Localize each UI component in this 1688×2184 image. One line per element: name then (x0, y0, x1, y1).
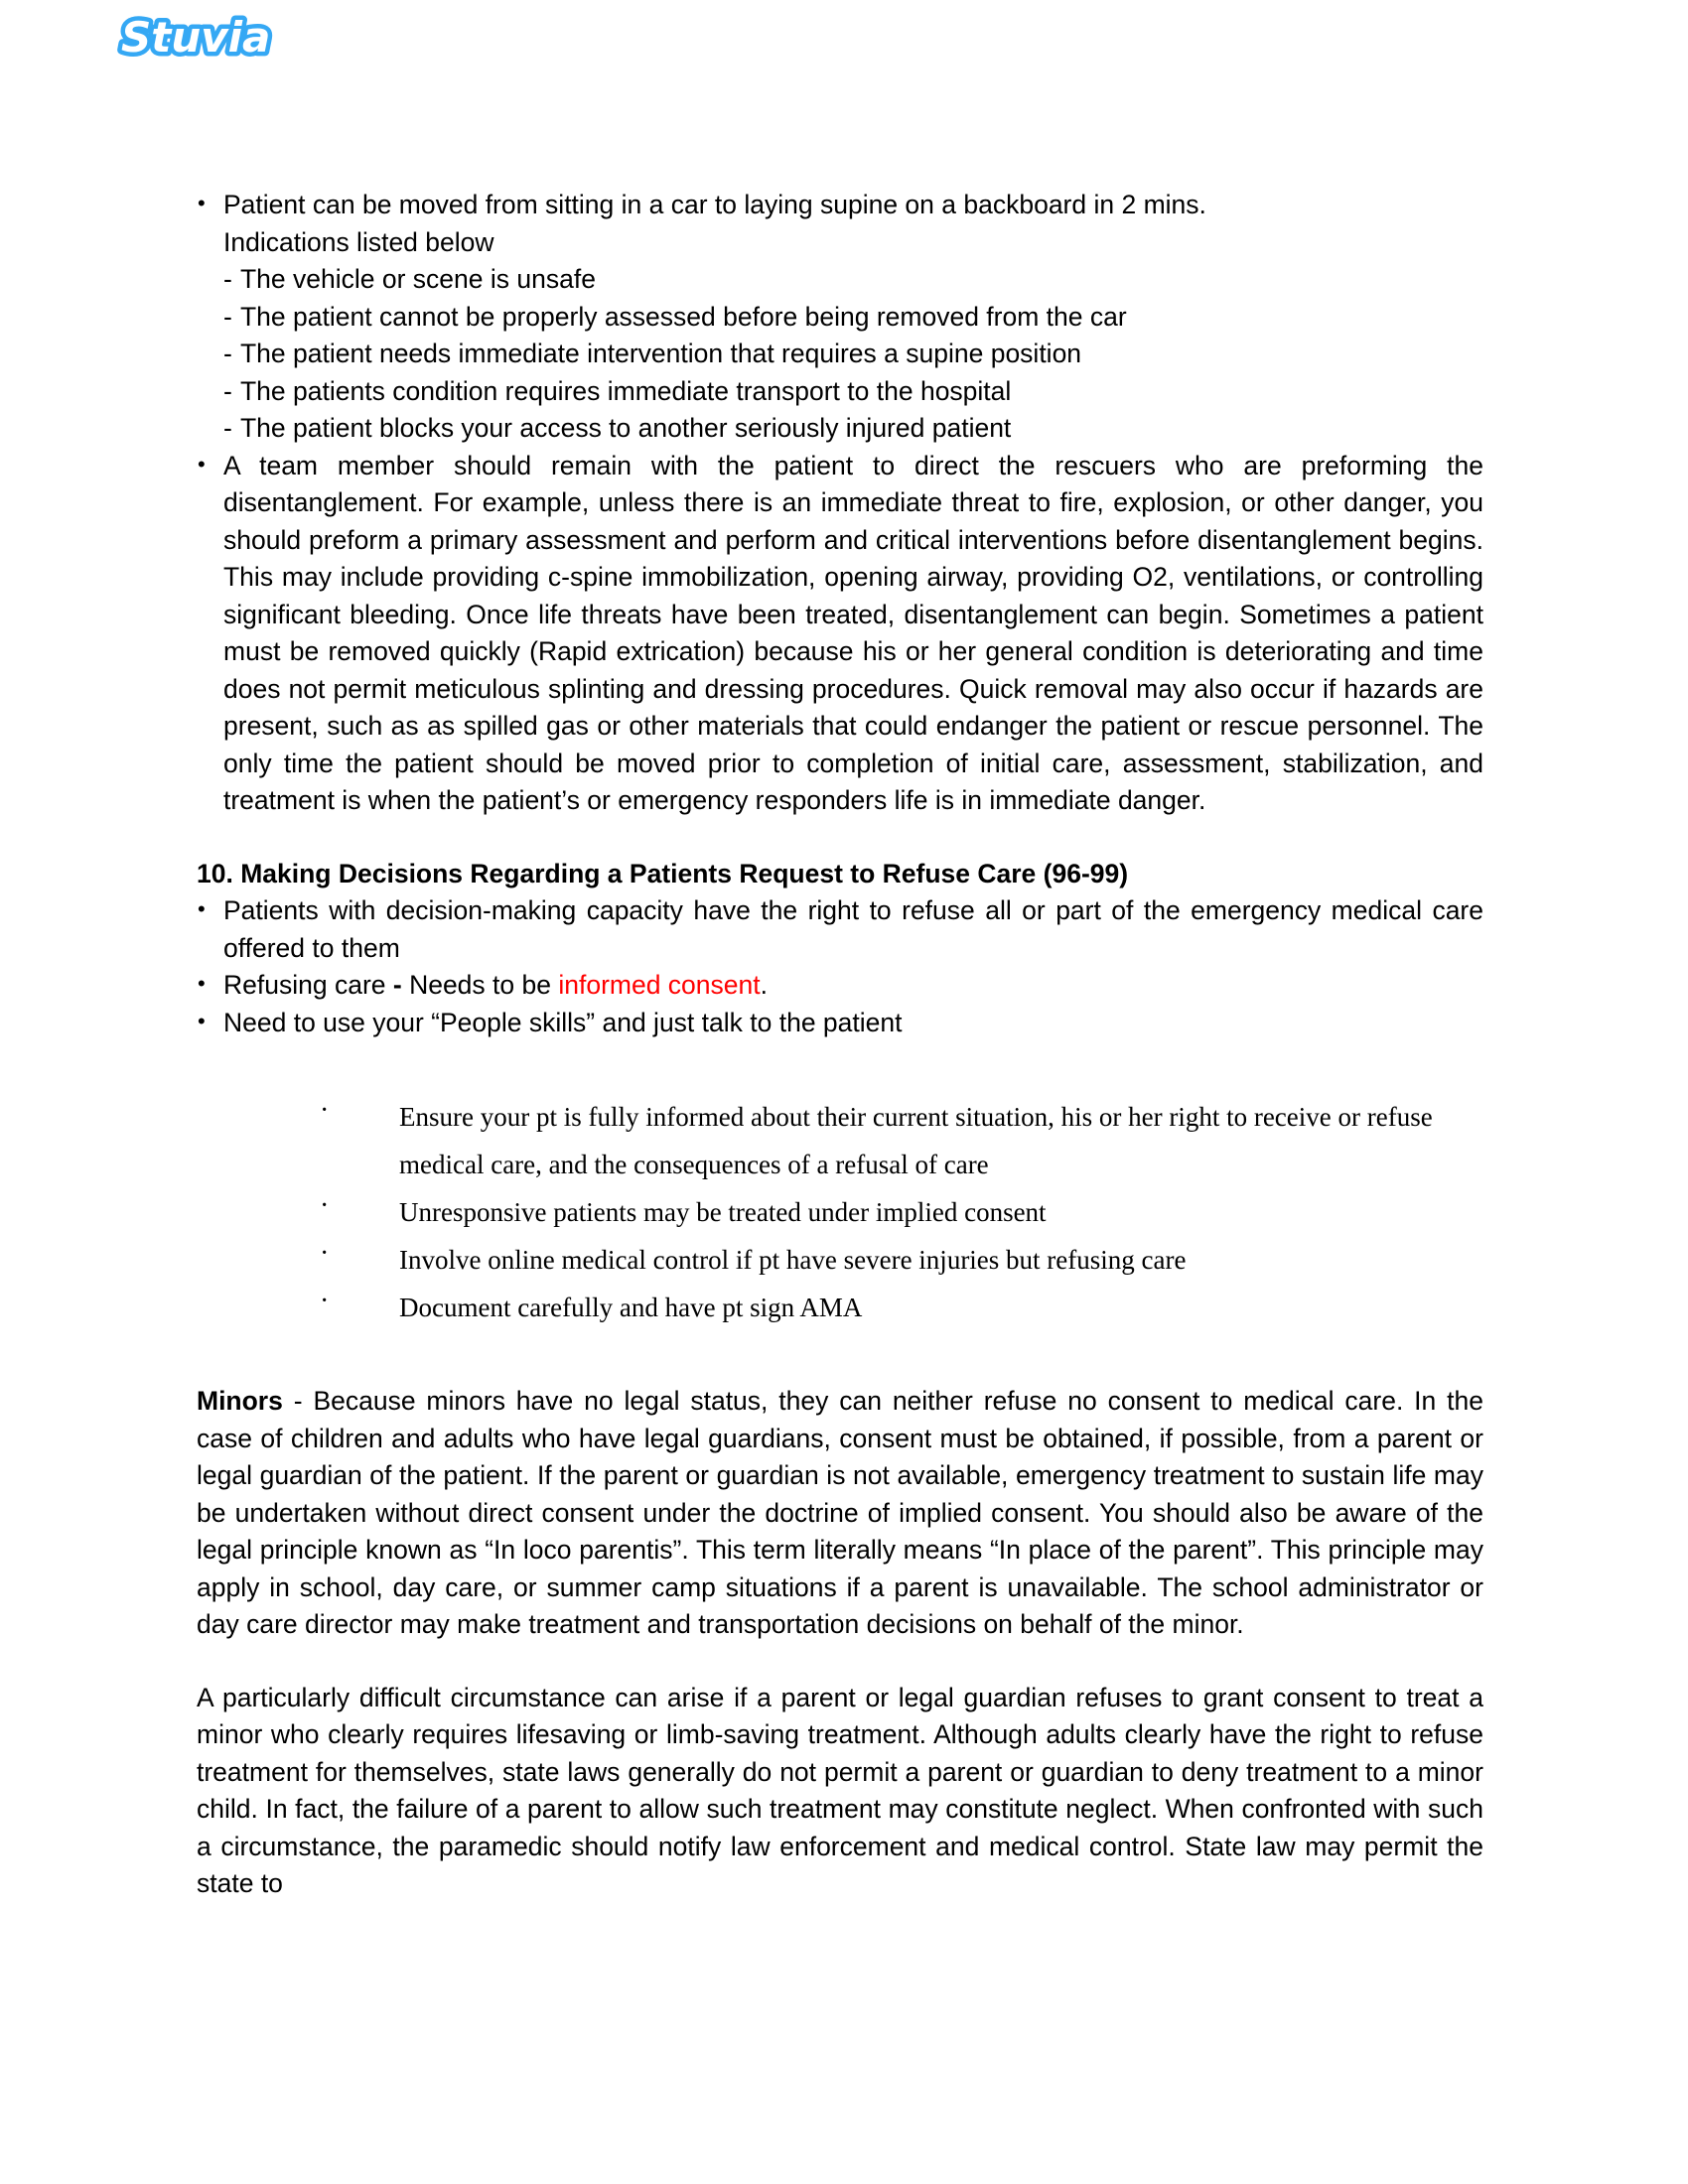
section-10-heading: 10. Making Decisions Regarding a Patients Request to Refuse Care (96-99) (197, 858, 1129, 888)
serif-list-item-text: Unresponsive patients may be treated under implied consent (399, 1197, 1047, 1227)
indication-text: The patient cannot be properly assessed before being removed from the car (240, 301, 1127, 332)
serif-list-item-text: Ensure your pt is fully informed about their current situation, his or her right to receive or refuse medical care, and the consequences of a refusal of care (399, 1102, 1433, 1179)
serif-list-item-text: Document carefully and have pt sign AMA (399, 1293, 863, 1322)
refusing-care-prefix: Refusing care (223, 970, 393, 1000)
stuvia-logo-mark (117, 9, 286, 65)
team-member-bullet-group (197, 448, 1483, 820)
bullet-patient-moved-continuation (197, 224, 1483, 262)
bullet-patient-moved-line2: Indications listed below (223, 226, 494, 257)
indication-text: The patients condition requires immediate transport to the hospital (240, 375, 1012, 406)
minors-dash: - (282, 1386, 314, 1416)
bullet-decision-making-capacity-text: Patients with decision-making capacity have the right to refuse all or part of the emergency medical care offered to them (223, 895, 1483, 963)
bullet-team-member-text: A team member should remain with the patient to direct the rescuers who are preforming the disentanglement. For example, unless there is an immediate threat to fire, explosion, or other danger, you should preform a primary assessment and perform and critical interventions before disentanglement begins. This may include providing c-spine immobilization, opening airway, providing O2, ventilations, or controlling significant bleeding. Once life threats have been treated, disentanglement can begin. Sometimes a patient must be removed quickly (Rapid extrication) because his or her general condition is deteriorating and time does not permit meticulous splinting and dressing procedures. Quick removal may also occur if hazards are present, such as as spilled gas or other materials that could endanger the patient or rescue personnel. The only time the patient should be moved prior to completion of initial care, assessment, stabilization, and treatment is when the patient’s or emergency responders life is in immediate danger. (223, 450, 1483, 815)
minors-paragraph (197, 1383, 1483, 1644)
indications-dash-list (197, 261, 1483, 448)
serif-list-item (316, 1236, 1483, 1284)
spacer (197, 1644, 1483, 1680)
indication-item (197, 373, 1483, 411)
final-paragraph (197, 1680, 1483, 1903)
serif-list-item (316, 1093, 1483, 1188)
final-paragraph-text: A particularly difficult circumstance can arise if a parent or legal guardian refuses to grant consent to treat a minor who clearly requires lifesaving or limb-saving treatment. Although adults clearly have the right to refuse treatment for themselves, state laws generally do not permit a parent or guardian to deny treatment to a minor child. In fact, the failure of a parent to allow such treatment may constitute neglect. When confronted with such a circumstance, the paramedic should notify law enforcement and medical control. State law may permit the state to (197, 1682, 1483, 1898)
indication-text: The vehicle or scene is unsafe (240, 264, 596, 294)
document-content (197, 187, 1483, 1903)
stuvia-logo (117, 6, 286, 68)
refusing-care-dash: - (392, 970, 402, 1000)
serif-list-item (316, 1188, 1483, 1236)
bullet-patient-moved (197, 187, 1483, 224)
informed-consent-highlight: informed consent (558, 970, 761, 1000)
bullet-team-member (197, 448, 1483, 820)
bullet-refusing-care (197, 967, 1483, 1005)
serif-list-item-text: Involve online medical control if pt have severe injuries but refusing care (399, 1245, 1187, 1275)
indication-item (197, 336, 1483, 373)
indication-text: The patient needs immediate intervention that requires a supine position (240, 339, 1082, 368)
refusing-care-mid: Needs to be (401, 970, 559, 1000)
indications-bullet-group (197, 187, 1483, 261)
consent-serif-list (316, 1093, 1483, 1331)
refusing-care-suffix: . (760, 970, 768, 1000)
indication-text: The patient blocks your access to another seriously injured patient (240, 413, 1012, 443)
stuvia-logo-text: Stuvia (121, 13, 271, 62)
minors-body: Because minors have no legal status, they can neither refuse no consent to medical care. In the case of children and adults who have legal guardians, consent must be obtained, if possible, from a parent or legal guardian of the patient. If the parent or guardian is not available, emergency treatment to sustain life may be undertaken without direct consent under the doctrine of implied consent. You should also be aware of the legal principle known as “In loco parentis”. This term literally means “In place of the parent”. This principle may apply in school, day care, or summer camp situations if a parent is unavailable. The school administrator or day care director may make treatment and transportation decisions on behalf of the minor. (197, 1386, 1483, 1639)
spacer (197, 1041, 1483, 1093)
spacer (197, 820, 1483, 856)
indication-item (197, 261, 1483, 299)
bullet-people-skills-text: Need to use your “People skills” and just talk to the patient (223, 1007, 903, 1037)
indication-item (197, 410, 1483, 448)
bullet-decision-making-capacity (197, 892, 1483, 967)
minors-label: Minors (197, 1386, 283, 1416)
serif-list-item (316, 1284, 1483, 1331)
bullet-patient-moved-line1: Patient can be moved from sitting in a car to laying supine on a backboard in 2 mins. (223, 190, 1206, 219)
section-10-bullets (197, 892, 1483, 1041)
bullet-people-skills (197, 1005, 1483, 1042)
spacer (197, 1331, 1483, 1383)
indication-item (197, 299, 1483, 337)
